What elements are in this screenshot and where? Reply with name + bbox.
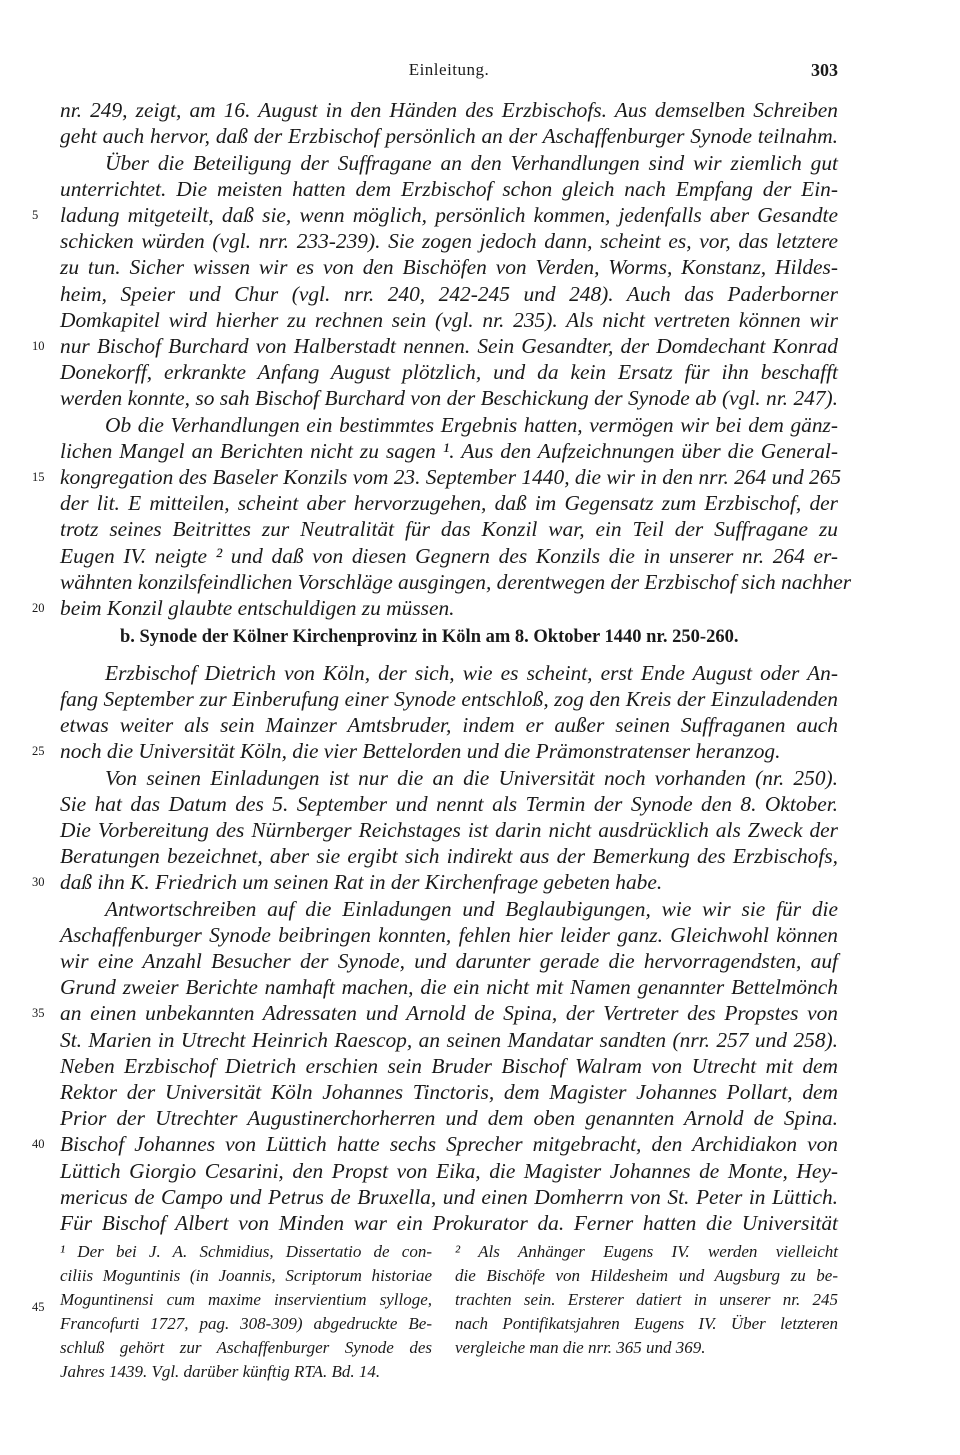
text-line: wähnten konzilsfeindlichen Vorschläge ausgingen, derentwegen der Erzbischof sich nachher [60, 570, 852, 594]
line-number: 25 [32, 744, 45, 758]
text-line: Domkapitel wird hierher zu rechnen sein (vgl. nr. 235). Als nicht vertreten können wir [60, 308, 838, 332]
text-line: geht auch hervor, daß der Erzbischof persönlich an der Aschaffenburger Synode teilnahm. [60, 124, 838, 148]
section-heading: b. Synode der Kölner Kirchenprovinz in Köln am 8. Oktober 1440 nr. 250-260. [120, 627, 739, 647]
line-number: 30 [32, 875, 45, 889]
text-line: noch die Universität Köln, die vier Bettelorden und die Prämonstratenser heranzog. [60, 739, 781, 763]
text-line: zu tun. Sicher wissen wir es von den Bischöfen von Verden, Worms, Konstanz, Hildes- [60, 255, 838, 279]
text-line: Von seinen Einladungen ist nur die an die Universität noch vorhanden (nr. 250). [105, 766, 838, 790]
text-line: Eugen IV. neigte ² und daß von diesen Gegnern des Konzils die in unserer nr. 264 er- [60, 544, 838, 568]
text-line: Über die Beteiligung der Suffragane an den Verhandlungen sind wir ziemlich gut [105, 151, 838, 175]
footnote-line: die Bischöfe von Hildesheim und Augsburg zu be- [455, 1266, 838, 1285]
text-line: schicken würden (vgl. nrr. 233-239). Sie zogen jedoch dann, scheint es, vor, das letztere [60, 229, 838, 253]
text-line: heim, Speier und Chur (vgl. nrr. 240, 242-245 und 248). Auch das Paderborner [60, 282, 838, 306]
text-line: Die Vorbereitung des Nürnberger Reichstages ist darin nicht ausdrücklich als Zweck der [60, 818, 838, 842]
text-line: Lüttich Giorgio Cesarini, den Propst von Eika, die Magister Johannes de Monte, Hey- [60, 1159, 838, 1183]
footnote-line: Jahres 1439. Vgl. darüber künftig RTA. Bd. 14. [60, 1362, 381, 1381]
line-number: 5 [32, 208, 39, 222]
footnote-line: vergleiche man die nrr. 365 und 369. [455, 1338, 706, 1357]
text-line: Prior der Utrechter Augustinerchorherren und dem oben genannten Arnold de Spina. [60, 1106, 838, 1130]
text-line: nur Bischof Burchard von Halberstadt nennen. Sein Gesandter, der Domdechant Konrad [60, 334, 838, 358]
text-line: Ob die Verhandlungen ein bestimmtes Ergebnis hatten, vermögen wir bei dem gänz- [105, 413, 838, 437]
text-line: werden konnte, so sah Bischof Burchard von der Beschickung der Synode ab (vgl. nr. 247). [60, 386, 838, 410]
text-line: fang September zur Einberufung einer Synode entschloß, zog den Kreis der Einzuladenden [60, 687, 838, 711]
text-line: unterrichtet. Die meisten hatten dem Erzbischof schon gleich nach Empfang der Ein- [60, 177, 838, 201]
running-title: Einleitung. [408, 60, 490, 79]
text-line: Erzbischof Dietrich von Köln, der sich, wie es scheint, erst Ende August oder An- [105, 661, 838, 685]
text-line: wir eine Anzahl Besucher der Synode, und darunter gerade die hervorragendsten, auf [60, 949, 838, 973]
line-number: 10 [32, 339, 45, 353]
line-number: 35 [32, 1006, 45, 1020]
footnote-line: nach Pontifikatsjahren Eugens IV. Über letzteren [455, 1314, 838, 1333]
text-line: Antwortschreiben auf die Einladungen und Beglaubigungen, wie wir sie für die [105, 897, 838, 921]
text-line: Beratungen bezeichnet, aber sie ergibt sich indirekt aus der Bemerkung des Erzbischofs, [60, 844, 838, 868]
text-line: Neben Erzbischof Dietrich erschien sein Bruder Bischof Walram von Utrecht mit dem [60, 1054, 838, 1078]
text-line: beim Konzil glaubte entschuldigen zu müssen. [60, 596, 455, 620]
text-line: Grund zweier Berichte namhaft machen, die ein nicht mit Namen genannter Bettelmönch [60, 975, 838, 999]
text-line: Rektor der Universität Köln Johannes Tinctoris, dem Magister Johannes Pollart, dem [60, 1080, 838, 1104]
footnote-line: schluß gehört zur Aschaffenburger Synode des [60, 1338, 432, 1357]
text-line: St. Marien in Utrecht Heinrich Raescop, an seinen Mandatar sandten (nrr. 257 und 258). [60, 1028, 838, 1052]
footnote-line: ciliis Moguntinis (in Joannis, Scriptorum historiae [60, 1266, 432, 1285]
text-line: trotz seines Beitrittes zur Neutralität für das Konzil war, ein Teil der Suffragane zu [60, 517, 838, 541]
text-line: Aschaffenburger Synode beibringen konnten, fehlen hier leider ganz. Gleichwohl können [60, 923, 838, 947]
text-line: Für Bischof Albert von Minden war ein Prokurator da. Ferner hatten die Universität [60, 1211, 838, 1235]
text-line: mericus de Campo und Petrus de Bruxella, und einen Domherrn von St. Peter in Lüttich. [60, 1185, 838, 1209]
text-line: etwas weiter als sein Mainzer Amtsbruder, indem er außer seinen Suffraganen auch [60, 713, 838, 737]
text-line: lichen Mangel an Berichten nicht zu sagen ¹. Aus den Aufzeichnungen über die General- [60, 439, 838, 463]
text-line: daß ihn K. Friedrich um seinen Rat in der Kirchenfrage gebeten habe. [60, 870, 663, 894]
text-line: kongregation des Baseler Konzils vom 23. September 1440, die wir in den nrr. 264 und 265 [60, 465, 842, 489]
text-line: Sie hat das Datum des 5. September und nennt als Termin der Synode den 8. Oktober. [60, 792, 838, 816]
line-number: 40 [32, 1137, 45, 1151]
text-line: ladung mitgeteilt, daß sie, wenn möglich, persönlich kommen, jedenfalls aber Gesandte [60, 203, 838, 227]
text-line: Bischof Johannes von Lüttich hatte sechs Sprecher mitgebracht, den Archidiakon von [60, 1132, 838, 1156]
line-number: 45 [32, 1300, 45, 1314]
footnote-line: ² Als Anhänger Eugens IV. werden vielleicht [455, 1242, 838, 1261]
footnote-line: trachten sein. Ersterer datiert in unserer nr. 245 [455, 1290, 838, 1309]
page-number: 303 [811, 60, 838, 80]
text-line: nr. 249, zeigt, am 16. August in den Händen des Erzbischofs. Aus demselben Schreiben [60, 98, 838, 122]
footnote-line: Francofurti 1727, pag. 308-309) abgedruckte Be- [60, 1314, 432, 1333]
footnote-line: Moguntinensi cum maxime inservientium sylloge, [60, 1290, 432, 1309]
line-number: 20 [32, 601, 45, 615]
text-line: Donekorff, erkrankte Anfang August plötzlich, und da kein Ersatz für ihn beschafft [60, 360, 838, 384]
line-number: 15 [32, 470, 45, 484]
page-header [60, 60, 838, 88]
footnote-line: ¹ Der bei J. A. Schmidius, Dissertatio de con- [60, 1242, 432, 1261]
text-line: der lit. E mitteilen, scheint aber hervorzugehen, daß im Gegensatz zum Erzbischof, der [60, 491, 838, 515]
text-line: an einen unbekannten Adressaten und Arnold de Spina, der Vertreter des Propstes von [60, 1001, 838, 1025]
